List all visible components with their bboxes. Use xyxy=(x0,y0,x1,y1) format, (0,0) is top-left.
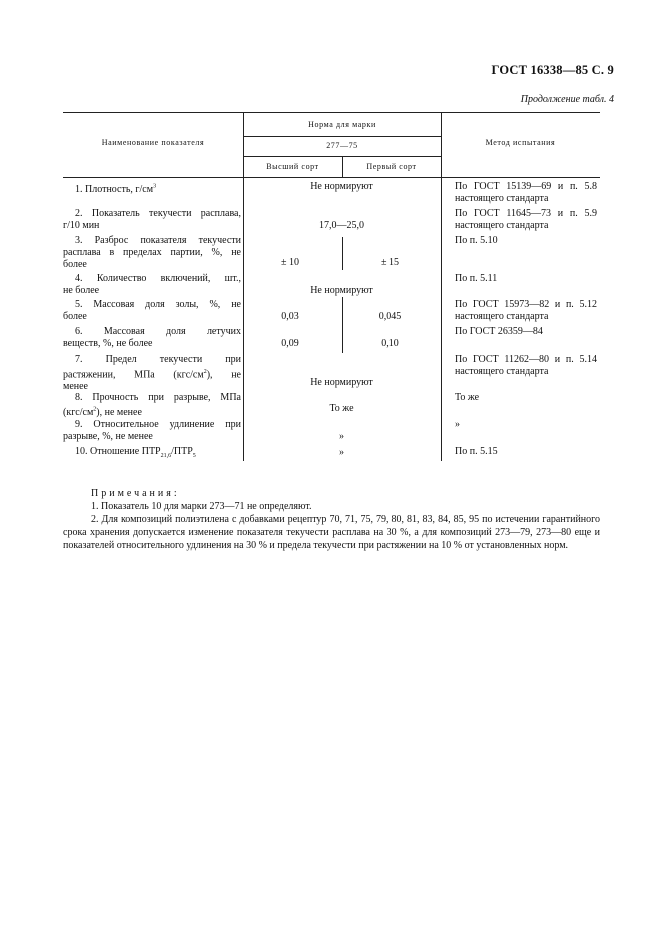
row-text: более xyxy=(63,311,87,322)
table-row-method: » xyxy=(455,419,460,430)
row-text: растяжении, МПа (кгс/см xyxy=(63,369,204,381)
table-row-method xyxy=(455,299,597,323)
row-text: 3. Разброс показателя текучести xyxy=(75,235,241,246)
row-text: 2. Показатель текучести расплава, xyxy=(75,208,241,219)
row-text: менее xyxy=(63,381,88,393)
table-row-value-top: 0,09 xyxy=(281,338,299,349)
column-divider-right xyxy=(441,112,442,461)
header-name: Наименование показателя xyxy=(101,138,205,147)
row-text: 21,6 xyxy=(160,453,172,459)
row-text: По ГОСТ 11262—80 и п. 5.14 xyxy=(455,354,597,365)
row-text: ), не xyxy=(206,369,241,381)
table-row-method xyxy=(455,181,597,205)
table-row-value-first: 0,045 xyxy=(378,311,402,322)
row-text: По ГОСТ 15973—82 и п. 5.12 xyxy=(455,299,597,310)
row-text: (кгс/см xyxy=(63,407,94,419)
table-row-value: Не нормируют xyxy=(310,181,373,192)
row-text: расплава в пределах партии, %, не xyxy=(63,247,241,258)
row-text: разрыве, %, не менее xyxy=(63,431,153,442)
row-text: 8. Прочность при разрыве, МПа xyxy=(75,392,241,403)
notes-title: Примечания: xyxy=(91,488,180,499)
row-text: 4. Количество включений, шт., xyxy=(75,273,241,284)
header-divider-norm xyxy=(243,136,441,137)
table-row-method: По п. 5.15 xyxy=(455,446,498,457)
table-row-value: То же xyxy=(329,403,354,414)
note-1: 1. Показатель 10 для марки 273—71 не определяют. xyxy=(91,501,312,512)
table-row-method: По п. 5.11 xyxy=(455,273,498,284)
table-continuation-label: Продолжение табл. 4 xyxy=(520,94,614,105)
document-header: ГОСТ 16338—85 С. 9 xyxy=(491,63,614,77)
table-row-value-first: ± 15 xyxy=(381,257,399,268)
table-row-name xyxy=(63,235,241,271)
header-grade-first: Первый сорт xyxy=(366,162,417,171)
table-row-name xyxy=(63,326,241,350)
row-text: 3 xyxy=(153,184,157,190)
note-2: 2. Для композиций полиэтилена с добавками рецептур 70, 71, 75, 79, 80, 81, 83, 84, 85, 95 по истечении гарантийного срока хранения допускается изменение показателя текучести расплава на 30 %, а для композиций 273—79, 273—80 еще и показателей относительного удлинения на 30 % и предела текучести при растяжении на 10 % от установленных норм. xyxy=(63,514,600,551)
row-text: веществ, %, не более xyxy=(63,338,153,349)
table-row-name xyxy=(63,208,241,232)
table-row-name xyxy=(63,299,241,323)
header-bottom-border xyxy=(63,177,600,178)
table-row-value: » xyxy=(339,447,344,458)
table-row-method: По ГОСТ 26359—84 xyxy=(455,326,543,337)
header-mark: 277—75 xyxy=(326,141,358,150)
grade-divider-rows5-6 xyxy=(342,297,343,353)
table-row-value: Не нормируют xyxy=(310,285,373,296)
table-top-border xyxy=(63,112,600,113)
row-text: 6. Массовая доля летучих xyxy=(75,326,241,337)
header-method: Метод испытания xyxy=(485,138,556,147)
row-text: По ГОСТ 11645—73 и п. 5.9 xyxy=(455,208,597,219)
row-text: 2 xyxy=(203,369,207,375)
table-row-method: То же xyxy=(455,392,480,403)
table-row-name xyxy=(63,419,241,443)
row-text: 7. Предел текучести при xyxy=(75,354,241,365)
table-row-value: 17,0—25,0 xyxy=(319,220,364,231)
row-text: 5 xyxy=(192,453,196,459)
table-row-name xyxy=(63,392,241,419)
table-row-value: » xyxy=(339,431,344,442)
row-text: 2 xyxy=(93,407,97,413)
row-text: По ГОСТ 15139—69 и п. 5.8 xyxy=(455,181,597,192)
row-text: настоящего стандарта xyxy=(455,193,549,204)
row-text: 5. Массовая доля золы, %, не xyxy=(75,299,241,310)
table-row-value-first: 0,10 xyxy=(381,338,399,349)
row-text: 9. Относительное удлинение при xyxy=(75,419,241,430)
table-row-name xyxy=(63,354,241,393)
row-text: настоящего стандарта xyxy=(455,366,549,377)
row-text: /ПТР xyxy=(171,446,193,457)
table-row-name xyxy=(63,181,241,196)
row-text: не более xyxy=(63,285,100,296)
row-text: настоящего стандарта xyxy=(455,311,549,322)
table-row-value-top: ± 10 xyxy=(281,257,299,268)
row-text: настоящего стандарта xyxy=(455,220,549,231)
table-row-name xyxy=(63,273,241,297)
table-row-method xyxy=(455,208,597,232)
table-row-value-top: 0,03 xyxy=(281,311,299,322)
table-row-method: По п. 5.10 xyxy=(455,235,498,246)
table-row-value: Не нормируют xyxy=(310,377,373,388)
row-text: более xyxy=(63,259,87,270)
row-text: г/10 мин xyxy=(63,220,100,231)
table-row-name xyxy=(63,446,241,462)
table-row-method xyxy=(455,354,597,378)
row-text: ), не менее xyxy=(96,407,142,419)
grade-divider-row3 xyxy=(342,237,343,270)
row-text: 1. Плотность, г/см xyxy=(75,184,154,196)
header-grade-top: Высший сорт xyxy=(266,162,319,171)
notes-section xyxy=(63,487,600,552)
header-norm: Норма для марки xyxy=(308,120,376,129)
row-text: 10. Отношение ПТР xyxy=(75,446,161,457)
